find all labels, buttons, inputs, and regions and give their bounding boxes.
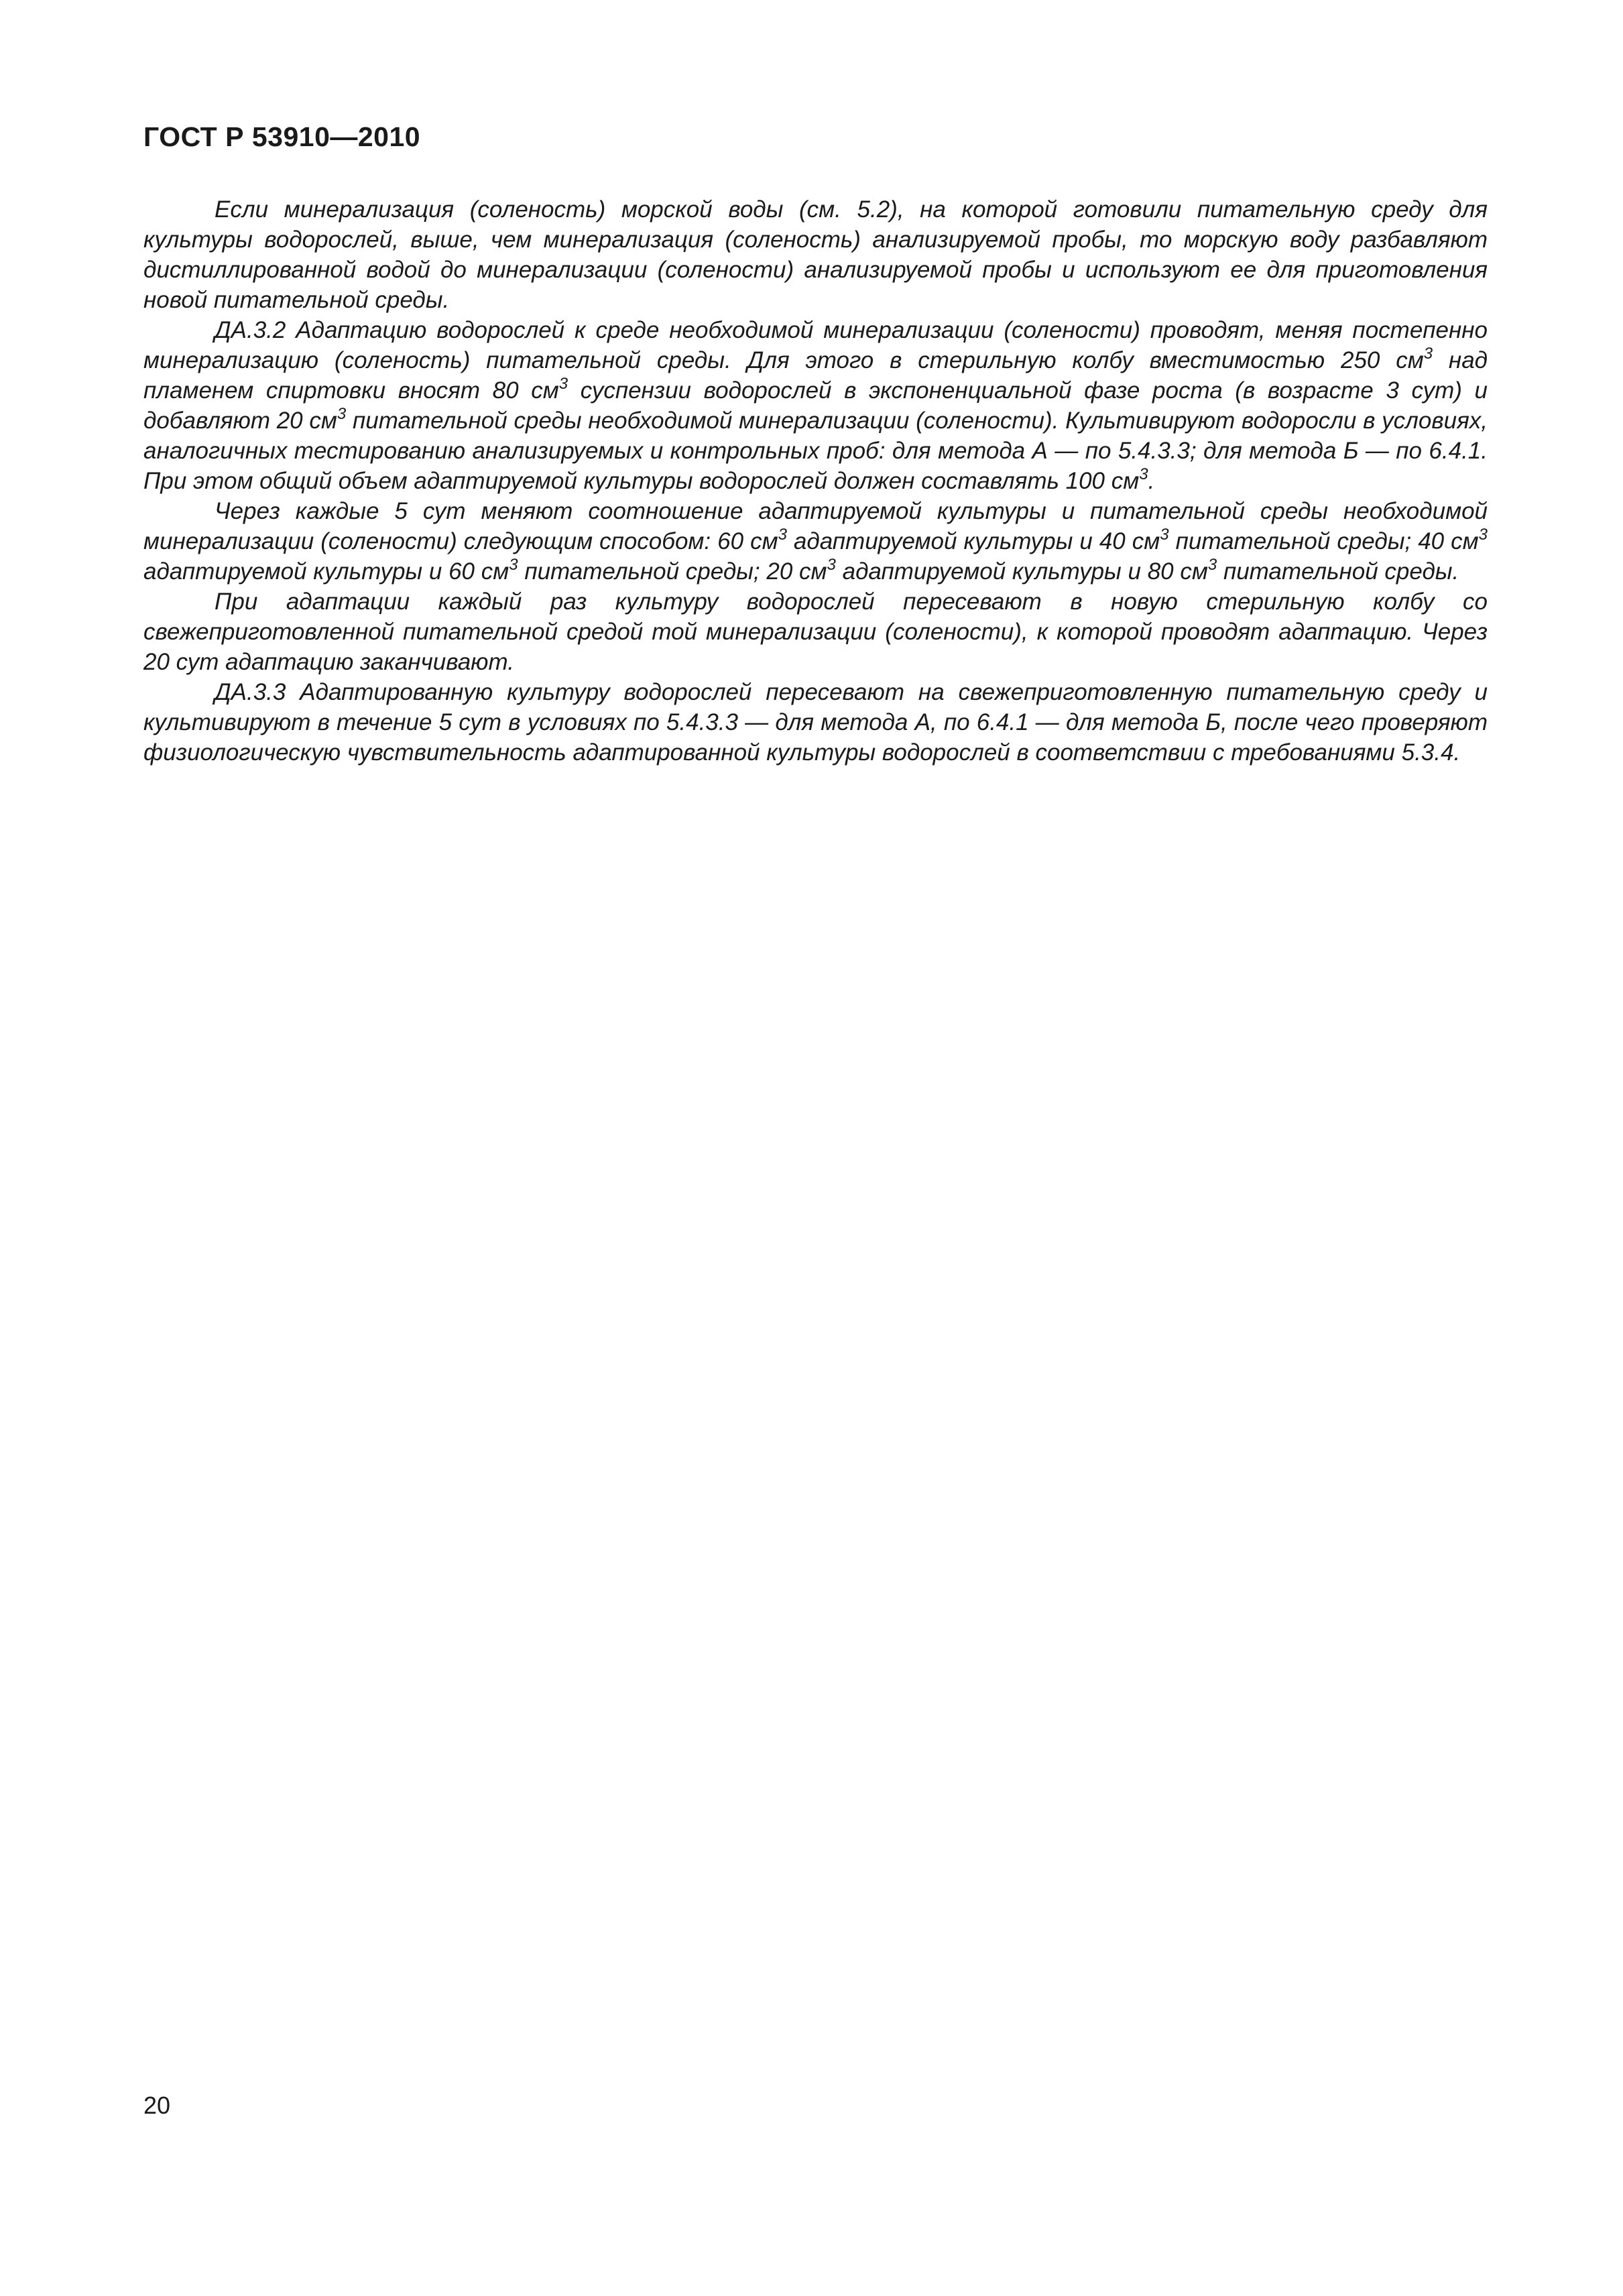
text-run: адаптируемой культуры и 80 см [835, 558, 1208, 585]
superscript: 3 [778, 526, 787, 544]
text-run: суспензии водорослей в экспоненциальной фазе роста (в возрасте 3 сут) и добавляют 20 см [143, 377, 1488, 434]
paragraph-da-3-2 [143, 315, 1488, 496]
superscript: 3 [1207, 556, 1217, 574]
paragraph-salinity-dilution: Если минерализация (соленость) морской воды (см. 5.2), на которой готовили питательную среду для культуры водорослей, выше, чем минерализация (соленость) анализируемой пробы, то морскую воду разбавляют дистиллированной водой до минерализации (солености) анализируемой пробы и используют ее для приготовления новой питательной среды. [143, 196, 1488, 313]
document-body [143, 194, 1488, 768]
superscript: 3 [558, 375, 568, 393]
page-number: 20 [143, 2092, 171, 2119]
superscript: 3 [827, 556, 836, 574]
superscript: 3 [1139, 465, 1148, 483]
text-run: питательной среды; 20 см [518, 558, 827, 585]
text-run: . [1148, 468, 1155, 494]
text-run: адаптируемой культуры и 40 см [786, 528, 1160, 554]
text-run: питательной среды необходимой минерализации (солености). Культивируют водоросли в условиях, аналогичных тестированию анализируемых и контрольных проб: для метода А — по 5.4.3.3; для метода Б — по 6.4.1. При этом общий объем адаптируемой культуры водорослей должен составлять 100 см [143, 408, 1488, 494]
paragraph-ratio-change [143, 496, 1488, 587]
superscript: 3 [509, 556, 518, 574]
superscript: 3 [1478, 526, 1488, 544]
document-standard-number: ГОСТ Р 53910—2010 [143, 121, 421, 152]
text-run: над пламенем спиртовки вносят 80 см [143, 347, 1488, 404]
text-run: ДА.3.2 Адаптацию водорослей к среде необходимой минерализации (солености) проводят, меняя постепенно минерализацию (соленость) питательной среды. Для этого в стерильную колбу вместимостью 250 см [143, 317, 1488, 373]
paragraph-reseeding: При адаптации каждый раз культуру водорослей пересевают в новую стерильную колбу со свежеприготовленной питательной средой той минерализации (солености), к которой проводят адаптацию. Через 20 сут адаптацию заканчивают. [143, 589, 1488, 675]
text-run: адаптируемой культуры и 60 см [143, 558, 509, 585]
text-run: Через каждые 5 сут меняют соотношение адаптируемой культуры и питательной среды необходимой минерализации (солености) следующим способом: 60 см [143, 498, 1488, 554]
text-run: питательной среды. [1217, 558, 1459, 585]
superscript: 3 [1423, 345, 1433, 363]
superscript: 3 [1160, 526, 1169, 544]
paragraph-da-3-3: ДА.3.3 Адаптированную культуру водорослей пересевают на свежеприготовленную питательную среду и культивируют в течение 5 сут в условиях по 5.4.3.3 — для метода А, по 6.4.1 — для метода Б, после чего проверяют физиологическую чувствительность адаптированной культуры водорослей в соответствии с требованиями 5.3.4. [143, 679, 1488, 766]
text-run: питательной среды; 40 см [1168, 528, 1479, 554]
superscript: 3 [337, 405, 347, 423]
